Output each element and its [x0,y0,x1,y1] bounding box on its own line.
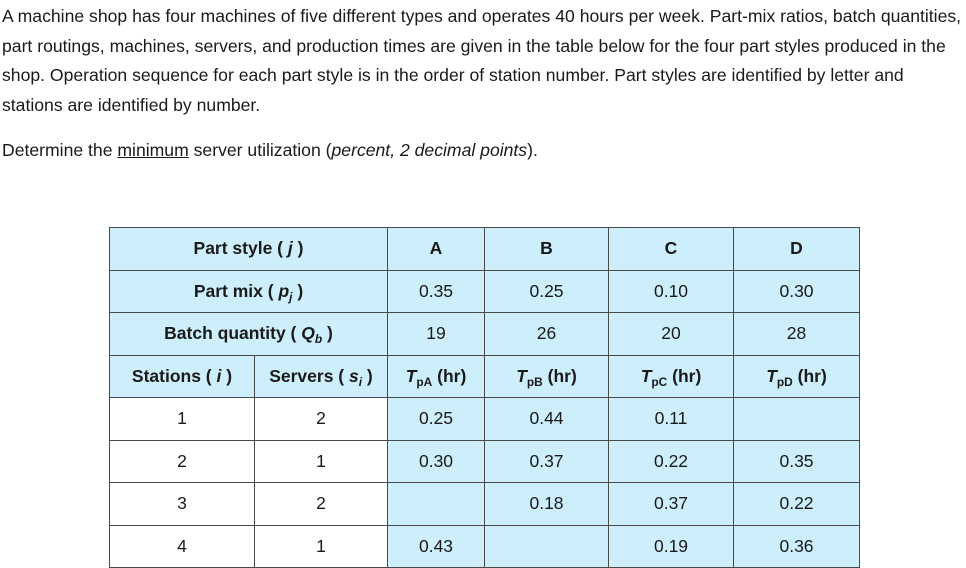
time-a-header: $T_{pA}$ (hr) [388,355,485,398]
part-mix-a: 0.35 [388,270,485,313]
time-c: 0.19 [609,525,734,568]
time-c: 0.22 [609,440,734,483]
style-c-header: C [609,228,734,271]
table-row [110,398,860,441]
table-row [110,440,860,483]
style-a-header: A [388,228,485,271]
part-mix-c: 0.10 [609,270,734,313]
batch-d: 28 [734,313,860,356]
part-style-header: Part style ( j ) [110,228,388,271]
batch-a: 19 [388,313,485,356]
time-a: 0.30 [388,440,485,483]
time-c: 0.11 [609,398,734,441]
station-number: 2 [110,440,255,483]
station-number: 1 [110,398,255,441]
time-c-header: $T_{pC}$ (hr) [609,355,734,398]
server-count: 1 [255,525,388,568]
time-b: 0.37 [485,440,609,483]
time-b: 0.44 [485,398,609,441]
batch-c: 20 [609,313,734,356]
style-b-header: B [485,228,609,271]
problem-paragraph: A machine shop has four machines of five different types and operates 40 hours per week. Part-mix ratios, batch quantities, part routings, machines, servers, and production times are given in the table below for the four part styles produced in the shop. Operation sequence for each part style is in the order of station number. Part styles are identified by letter and stations are identified by number. [2,6,962,115]
time-d: 0.22 [734,483,860,526]
style-d-header: D [734,228,860,271]
time-a: 0.25 [388,398,485,441]
station-number: 3 [110,483,255,526]
question-text [2,2,964,120]
task-prefix: Determine the [2,140,118,160]
batch-b: 26 [485,313,609,356]
server-count: 1 [255,440,388,483]
time-d: 0.35 [734,440,860,483]
part-mix-b: 0.25 [485,270,609,313]
time-a: 0.43 [388,525,485,568]
time-b [485,525,609,568]
data-table [109,227,860,568]
time-b: 0.18 [485,483,609,526]
task-suffix: ). [527,140,538,160]
time-c: 0.37 [609,483,734,526]
column-header-row [110,355,860,398]
time-d [734,398,860,441]
server-count: 2 [255,483,388,526]
table-row [110,483,860,526]
table-row [110,525,860,568]
time-d-header: $T_{pD}$ (hr) [734,355,860,398]
time-a [388,483,485,526]
time-b-header: $T_{pB}$ (hr) [485,355,609,398]
stations-header: Stations ( i ) [110,355,255,398]
part-style-row [110,228,860,271]
task-prompt [2,136,538,164]
station-number: 4 [110,525,255,568]
task-underlined-word: minimum [117,140,189,160]
part-mix-row [110,270,860,313]
batch-quantity-header: Batch quantity ( $Q_b$ ) [110,313,388,356]
time-d: 0.36 [734,525,860,568]
task-middle: server utilization ( [188,140,332,160]
part-mix-d: 0.30 [734,270,860,313]
batch-quantity-row [110,313,860,356]
server-count: 2 [255,398,388,441]
part-mix-header: Part mix ( $p_j$ ) [110,270,388,313]
servers-header: Servers ( $s_i$ ) [255,355,388,398]
task-italic: percent, 2 decimal points [331,140,528,160]
